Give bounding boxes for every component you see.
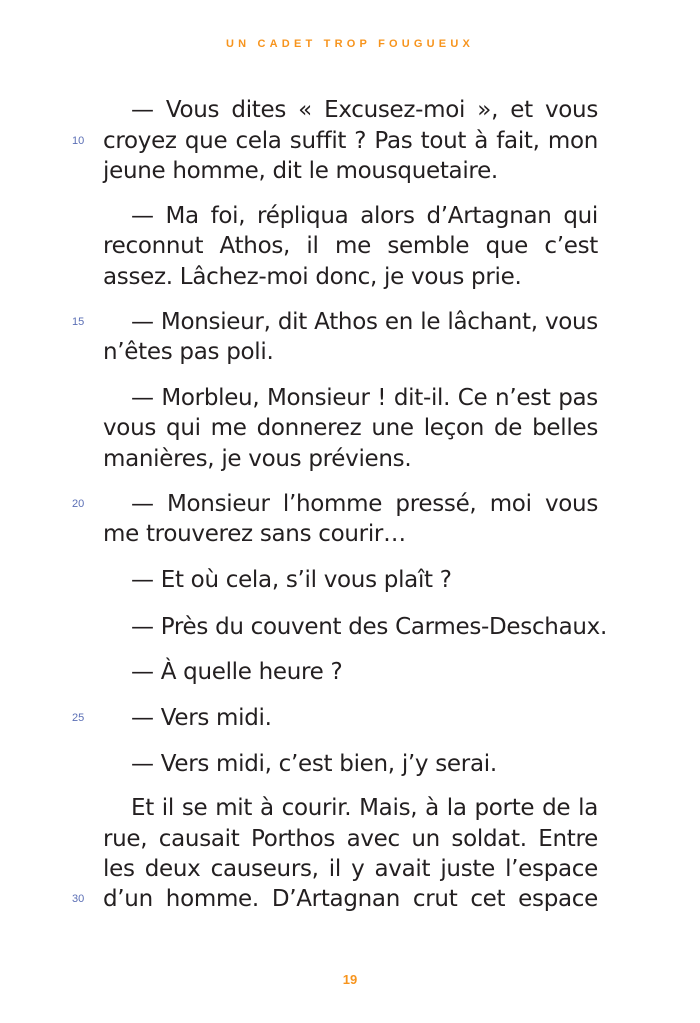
text-line: croyez que cela suffit ? Pas tout à fait, mon: [103, 128, 598, 154]
text-line: les deux causeurs, il y avait juste l’espace: [103, 856, 598, 882]
text-line: — Ma foi, répliqua alors d’Artagnan qui: [131, 203, 598, 229]
text-line: — À quelle heure ?: [131, 659, 343, 685]
text-line: vous qui me donnerez une leçon de belles: [103, 415, 598, 441]
text-line: manières, je vous préviens.: [103, 446, 412, 472]
text-line: — Monsieur l’homme pressé, moi vous: [131, 491, 598, 517]
text-line: — Près du couvent des Carmes-Deschaux.: [131, 614, 607, 640]
text-line: — Et où cela, s’il vous plaît ?: [131, 567, 452, 593]
text-line: — Vous dites « Excusez-moi », et vous: [131, 97, 598, 123]
line-number: 10: [72, 135, 85, 147]
text-line: reconnut Athos, il me semble que c’est: [103, 233, 598, 259]
text-line: jeune homme, dit le mousquetaire.: [103, 158, 498, 184]
text-line: d’un homme. D’Artagnan crut cet espace: [103, 886, 598, 912]
text-line: Et il se mit à courir. Mais, à la porte de la: [131, 795, 598, 821]
line-number: 25: [72, 712, 85, 724]
text-line: me trouverez sans courir…: [103, 521, 406, 547]
line-number: 20: [72, 498, 85, 510]
page-number: 19: [342, 972, 358, 987]
running-head: UN CADET TROP FOUGUEUX: [225, 38, 475, 50]
text-line: — Morbleu, Monsieur ! dit-il. Ce n’est pas: [131, 385, 598, 411]
line-number: 15: [72, 316, 85, 328]
text-line: — Vers midi, c’est bien, j’y serai.: [131, 751, 497, 777]
line-number: 30: [72, 893, 85, 905]
text-line: assez. Lâchez-moi donc, je vous prie.: [103, 264, 522, 290]
text-line: — Monsieur, dit Athos en le lâchant, vous: [131, 309, 598, 335]
text-line: rue, causait Porthos avec un soldat. Entre: [103, 826, 598, 852]
text-line: n’êtes pas poli.: [103, 339, 274, 365]
text-line: — Vers midi.: [131, 705, 272, 731]
